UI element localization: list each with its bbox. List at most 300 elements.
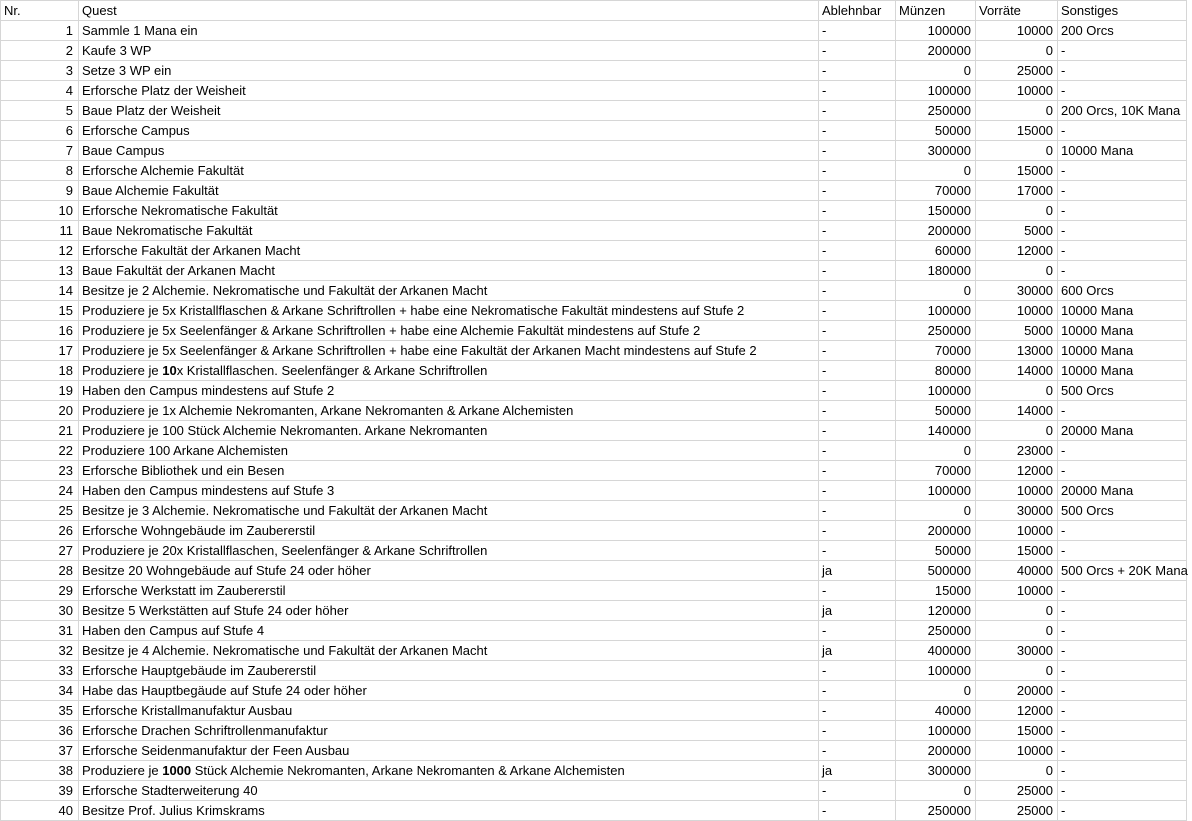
- table-row: [1, 181, 1187, 201]
- cell-other[interactable]: -: [1058, 221, 1187, 241]
- cell-supplies[interactable]: 30000: [976, 281, 1058, 301]
- cell-declinable[interactable]: -: [819, 701, 896, 721]
- cell-coins[interactable]: 100000: [896, 21, 976, 41]
- cell-quest-text[interactable]: [79, 681, 819, 701]
- quest-text-segment: Besitze je 4 Alchemie. Nekromatische und Fakultät der Arkanen Macht: [82, 643, 488, 658]
- cell-quest-number[interactable]: 25: [1, 501, 79, 521]
- cell-supplies[interactable]: 14000: [976, 361, 1058, 381]
- table-row: [1, 361, 1187, 381]
- table-row: [1, 121, 1187, 141]
- cell-supplies[interactable]: 5000: [976, 221, 1058, 241]
- cell-supplies[interactable]: 0: [976, 761, 1058, 781]
- cell-quest-number[interactable]: 12: [1, 241, 79, 261]
- cell-quest-number[interactable]: 31: [1, 621, 79, 641]
- cell-quest-number[interactable]: 24: [1, 481, 79, 501]
- cell-supplies[interactable]: 0: [976, 201, 1058, 221]
- table-row: [1, 461, 1187, 481]
- cell-coins[interactable]: 0: [896, 281, 976, 301]
- cell-other[interactable]: -: [1058, 161, 1187, 181]
- quest-text-segment: Erforsche Nekromatische Fakultät: [82, 203, 278, 218]
- cell-other[interactable]: 10000 Mana: [1058, 321, 1187, 341]
- table-row: [1, 561, 1187, 581]
- cell-coins[interactable]: 140000: [896, 421, 976, 441]
- quest-text-segment: Produziere je 1x Alchemie Nekromanten, Arkane Nekromanten & Arkane Alchemisten: [82, 403, 574, 418]
- cell-coins[interactable]: 250000: [896, 321, 976, 341]
- cell-quest-number[interactable]: 38: [1, 761, 79, 781]
- cell-declinable[interactable]: -: [819, 741, 896, 761]
- cell-supplies[interactable]: 30000: [976, 641, 1058, 661]
- cell-declinable[interactable]: -: [819, 121, 896, 141]
- table-row: [1, 201, 1187, 221]
- cell-supplies[interactable]: 0: [976, 261, 1058, 281]
- cell-quest-text[interactable]: [79, 461, 819, 481]
- table-row: [1, 301, 1187, 321]
- cell-supplies[interactable]: 15000: [976, 161, 1058, 181]
- cell-quest-text[interactable]: [79, 41, 819, 61]
- cell-declinable[interactable]: -: [819, 41, 896, 61]
- cell-quest-number[interactable]: 20: [1, 401, 79, 421]
- cell-coins[interactable]: 40000: [896, 701, 976, 721]
- quest-text-segment: Besitze je 2 Alchemie. Nekromatische und Fakultät der Arkanen Macht: [82, 283, 488, 298]
- cell-quest-number[interactable]: 26: [1, 521, 79, 541]
- cell-declinable[interactable]: -: [819, 381, 896, 401]
- cell-coins[interactable]: 50000: [896, 541, 976, 561]
- cell-supplies[interactable]: 23000: [976, 441, 1058, 461]
- quest-text-segment: Besitze Prof. Julius Krimskrams: [82, 803, 265, 818]
- quest-text-segment: Erforsche Platz der Weisheit: [82, 83, 246, 98]
- cell-quest-number[interactable]: 19: [1, 381, 79, 401]
- cell-supplies[interactable]: 12000: [976, 461, 1058, 481]
- cell-quest-number[interactable]: 28: [1, 561, 79, 581]
- cell-quest-text[interactable]: [79, 441, 819, 461]
- cell-declinable[interactable]: -: [819, 181, 896, 201]
- quest-text-segment: Erforsche Bibliothek und ein Besen: [82, 463, 285, 478]
- cell-other[interactable]: -: [1058, 261, 1187, 281]
- table-row: [1, 661, 1187, 681]
- cell-other[interactable]: -: [1058, 81, 1187, 101]
- cell-quest-number[interactable]: 21: [1, 421, 79, 441]
- cell-quest-number[interactable]: 32: [1, 641, 79, 661]
- cell-other[interactable]: 10000 Mana: [1058, 341, 1187, 361]
- cell-declinable[interactable]: -: [819, 261, 896, 281]
- cell-quest-text[interactable]: [79, 21, 819, 41]
- cell-supplies[interactable]: 10000: [976, 521, 1058, 541]
- cell-coins[interactable]: 100000: [896, 381, 976, 401]
- header-quest[interactable]: Quest: [79, 1, 819, 21]
- cell-other[interactable]: -: [1058, 441, 1187, 461]
- cell-quest-text[interactable]: [79, 581, 819, 601]
- cell-quest-text[interactable]: [79, 401, 819, 421]
- cell-quest-text[interactable]: [79, 101, 819, 121]
- cell-other[interactable]: -: [1058, 401, 1187, 421]
- table-row: [1, 21, 1187, 41]
- cell-supplies[interactable]: 0: [976, 381, 1058, 401]
- cell-quest-text[interactable]: [79, 61, 819, 81]
- cell-supplies[interactable]: 15000: [976, 721, 1058, 741]
- quest-text-segment: Haben den Campus mindestens auf Stufe 2: [82, 383, 335, 398]
- cell-other[interactable]: -: [1058, 801, 1187, 821]
- cell-coins[interactable]: 80000: [896, 361, 976, 381]
- quest-text-segment: Setze 3 WP ein: [82, 63, 172, 78]
- cell-supplies[interactable]: 12000: [976, 701, 1058, 721]
- cell-coins[interactable]: 60000: [896, 241, 976, 261]
- cell-declinable[interactable]: -: [819, 441, 896, 461]
- cell-other[interactable]: -: [1058, 601, 1187, 621]
- cell-other[interactable]: 500 Orcs: [1058, 501, 1187, 521]
- cell-supplies[interactable]: 13000: [976, 341, 1058, 361]
- cell-quest-text[interactable]: [79, 361, 819, 381]
- cell-quest-text[interactable]: [79, 341, 819, 361]
- cell-coins[interactable]: 250000: [896, 101, 976, 121]
- cell-supplies[interactable]: 5000: [976, 321, 1058, 341]
- header-nr[interactable]: Nr.: [1, 1, 79, 21]
- cell-quest-number[interactable]: 39: [1, 781, 79, 801]
- cell-declinable[interactable]: -: [819, 281, 896, 301]
- cell-quest-text[interactable]: [79, 421, 819, 441]
- quest-text-segment: Stück Alchemie Nekromanten, Arkane Nekromanten & Arkane Alchemisten: [191, 763, 625, 778]
- cell-coins[interactable]: 0: [896, 501, 976, 521]
- cell-quest-text[interactable]: [79, 661, 819, 681]
- cell-supplies[interactable]: 20000: [976, 681, 1058, 701]
- cell-quest-number[interactable]: 23: [1, 461, 79, 481]
- cell-other[interactable]: -: [1058, 641, 1187, 661]
- cell-supplies[interactable]: 0: [976, 101, 1058, 121]
- cell-declinable[interactable]: -: [819, 521, 896, 541]
- cell-quest-text[interactable]: [79, 381, 819, 401]
- cell-quest-number[interactable]: 27: [1, 541, 79, 561]
- cell-declinable[interactable]: -: [819, 201, 896, 221]
- header-vorraete[interactable]: Vorräte: [976, 1, 1058, 21]
- cell-coins[interactable]: 200000: [896, 221, 976, 241]
- cell-quest-number[interactable]: 30: [1, 601, 79, 621]
- cell-other[interactable]: -: [1058, 761, 1187, 781]
- cell-other[interactable]: -: [1058, 61, 1187, 81]
- cell-coins[interactable]: 100000: [896, 661, 976, 681]
- cell-declinable[interactable]: ja: [819, 561, 896, 581]
- cell-coins[interactable]: 70000: [896, 461, 976, 481]
- table-row: [1, 101, 1187, 121]
- cell-declinable[interactable]: ja: [819, 641, 896, 661]
- cell-declinable[interactable]: ja: [819, 601, 896, 621]
- cell-declinable[interactable]: -: [819, 321, 896, 341]
- cell-other[interactable]: -: [1058, 581, 1187, 601]
- cell-declinable[interactable]: -: [819, 661, 896, 681]
- cell-quest-number[interactable]: 2: [1, 41, 79, 61]
- cell-other[interactable]: -: [1058, 541, 1187, 561]
- table-row: [1, 401, 1187, 421]
- cell-coins[interactable]: 150000: [896, 201, 976, 221]
- quest-text-segment: Sammle 1 Mana ein: [82, 23, 198, 38]
- cell-coins[interactable]: 100000: [896, 81, 976, 101]
- cell-coins[interactable]: 0: [896, 781, 976, 801]
- cell-coins[interactable]: 250000: [896, 621, 976, 641]
- table-row: [1, 621, 1187, 641]
- cell-coins[interactable]: 500000: [896, 561, 976, 581]
- cell-supplies[interactable]: 25000: [976, 781, 1058, 801]
- cell-coins[interactable]: 70000: [896, 341, 976, 361]
- quest-text-segment: Erforsche Fakultät der Arkanen Macht: [82, 243, 301, 258]
- cell-other[interactable]: -: [1058, 721, 1187, 741]
- table-row: [1, 761, 1187, 781]
- cell-quest-number[interactable]: 4: [1, 81, 79, 101]
- cell-declinable[interactable]: -: [819, 241, 896, 261]
- cell-declinable[interactable]: -: [819, 141, 896, 161]
- cell-declinable[interactable]: -: [819, 401, 896, 421]
- cell-declinable[interactable]: -: [819, 361, 896, 381]
- cell-quest-text[interactable]: [79, 161, 819, 181]
- cell-declinable[interactable]: -: [819, 621, 896, 641]
- cell-coins[interactable]: 120000: [896, 601, 976, 621]
- cell-coins[interactable]: 0: [896, 441, 976, 461]
- cell-quest-text[interactable]: [79, 261, 819, 281]
- cell-quest-text[interactable]: [79, 481, 819, 501]
- cell-other[interactable]: -: [1058, 181, 1187, 201]
- cell-other[interactable]: -: [1058, 241, 1187, 261]
- cell-quest-number[interactable]: 40: [1, 801, 79, 821]
- cell-quest-text[interactable]: [79, 761, 819, 781]
- cell-supplies[interactable]: 15000: [976, 121, 1058, 141]
- cell-quest-text[interactable]: [79, 201, 819, 221]
- cell-quest-number[interactable]: 15: [1, 301, 79, 321]
- cell-quest-number[interactable]: 14: [1, 281, 79, 301]
- cell-declinable[interactable]: -: [819, 541, 896, 561]
- cell-quest-number[interactable]: 22: [1, 441, 79, 461]
- cell-quest-number[interactable]: 11: [1, 221, 79, 241]
- cell-quest-number[interactable]: 13: [1, 261, 79, 281]
- header-sonstiges[interactable]: Sonstiges: [1058, 1, 1187, 21]
- cell-other[interactable]: -: [1058, 521, 1187, 541]
- cell-quest-text[interactable]: [79, 541, 819, 561]
- cell-declinable[interactable]: -: [819, 501, 896, 521]
- cell-supplies[interactable]: 10000: [976, 581, 1058, 601]
- cell-other[interactable]: -: [1058, 41, 1187, 61]
- cell-other[interactable]: 20000 Mana: [1058, 481, 1187, 501]
- cell-supplies[interactable]: 10000: [976, 741, 1058, 761]
- quest-text-segment: Produziere je 20x Kristallflaschen, Seelenfänger & Arkane Schriftrollen: [82, 543, 488, 558]
- table-body: [1, 21, 1187, 821]
- table-row: [1, 441, 1187, 461]
- cell-other[interactable]: 200 Orcs: [1058, 21, 1187, 41]
- table-row: [1, 721, 1187, 741]
- cell-other[interactable]: -: [1058, 681, 1187, 701]
- cell-quest-text[interactable]: [79, 721, 819, 741]
- table-row: [1, 681, 1187, 701]
- cell-other[interactable]: -: [1058, 121, 1187, 141]
- table-row: [1, 241, 1187, 261]
- quest-text-segment: Besitze 20 Wohngebäude auf Stufe 24 oder höher: [82, 563, 371, 578]
- cell-declinable[interactable]: -: [819, 21, 896, 41]
- table-row: [1, 581, 1187, 601]
- cell-supplies[interactable]: 17000: [976, 181, 1058, 201]
- cell-coins[interactable]: 0: [896, 61, 976, 81]
- cell-other[interactable]: -: [1058, 201, 1187, 221]
- quest-text-segment: Produziere je 5x Seelenfänger & Arkane Schriftrollen + habe eine Alchemie Fakultät mindestens auf Stufe 2: [82, 323, 701, 338]
- cell-quest-text[interactable]: [79, 701, 819, 721]
- cell-quest-number[interactable]: 18: [1, 361, 79, 381]
- cell-declinable[interactable]: -: [819, 461, 896, 481]
- cell-coins[interactable]: 15000: [896, 581, 976, 601]
- cell-coins[interactable]: 300000: [896, 761, 976, 781]
- cell-coins[interactable]: 400000: [896, 641, 976, 661]
- cell-declinable[interactable]: -: [819, 341, 896, 361]
- cell-supplies[interactable]: 25000: [976, 61, 1058, 81]
- table-row: [1, 801, 1187, 821]
- cell-coins[interactable]: 50000: [896, 401, 976, 421]
- cell-supplies[interactable]: 14000: [976, 401, 1058, 421]
- cell-other[interactable]: 600 Orcs: [1058, 281, 1187, 301]
- cell-declinable[interactable]: -: [819, 681, 896, 701]
- cell-supplies[interactable]: 0: [976, 661, 1058, 681]
- cell-declinable[interactable]: -: [819, 161, 896, 181]
- cell-declinable[interactable]: -: [819, 801, 896, 821]
- header-ablehnbar[interactable]: Ablehnbar: [819, 1, 896, 21]
- cell-coins[interactable]: 250000: [896, 801, 976, 821]
- cell-coins[interactable]: 70000: [896, 181, 976, 201]
- cell-quest-text[interactable]: [79, 501, 819, 521]
- cell-quest-text[interactable]: [79, 241, 819, 261]
- cell-quest-text[interactable]: [79, 781, 819, 801]
- cell-coins[interactable]: 200000: [896, 741, 976, 761]
- cell-coins[interactable]: 100000: [896, 481, 976, 501]
- cell-declinable[interactable]: -: [819, 101, 896, 121]
- cell-quest-number[interactable]: 16: [1, 321, 79, 341]
- cell-supplies[interactable]: 15000: [976, 541, 1058, 561]
- cell-supplies[interactable]: 10000: [976, 481, 1058, 501]
- cell-quest-number[interactable]: 10: [1, 201, 79, 221]
- cell-quest-number[interactable]: 29: [1, 581, 79, 601]
- table-row: [1, 421, 1187, 441]
- cell-coins[interactable]: 0: [896, 161, 976, 181]
- quest-text-segment: Kaufe 3 WP: [82, 43, 152, 58]
- header-muenzen[interactable]: Münzen: [896, 1, 976, 21]
- cell-quest-number[interactable]: 6: [1, 121, 79, 141]
- quest-text-segment: Erforsche Seidenmanufaktur der Feen Ausbau: [82, 743, 350, 758]
- cell-coins[interactable]: 180000: [896, 261, 976, 281]
- cell-supplies[interactable]: 25000: [976, 801, 1058, 821]
- quest-text-segment: Produziere je: [82, 763, 163, 778]
- cell-quest-number[interactable]: 36: [1, 721, 79, 741]
- cell-other[interactable]: 10000 Mana: [1058, 301, 1187, 321]
- cell-supplies[interactable]: 10000: [976, 81, 1058, 101]
- table-row: [1, 161, 1187, 181]
- cell-other[interactable]: -: [1058, 701, 1187, 721]
- cell-quest-number[interactable]: 1: [1, 21, 79, 41]
- quest-text-segment: Baue Platz der Weisheit: [82, 103, 221, 118]
- cell-quest-number[interactable]: 37: [1, 741, 79, 761]
- cell-quest-text[interactable]: [79, 301, 819, 321]
- cell-quest-number[interactable]: 33: [1, 661, 79, 681]
- cell-other[interactable]: -: [1058, 781, 1187, 801]
- cell-quest-text[interactable]: [79, 641, 819, 661]
- cell-quest-text[interactable]: [79, 181, 819, 201]
- cell-quest-text[interactable]: [79, 321, 819, 341]
- cell-supplies[interactable]: 0: [976, 421, 1058, 441]
- cell-declinable[interactable]: -: [819, 781, 896, 801]
- cell-quest-number[interactable]: 17: [1, 341, 79, 361]
- cell-quest-number[interactable]: 3: [1, 61, 79, 81]
- cell-quest-text[interactable]: [79, 141, 819, 161]
- quest-text-segment: Habe das Hauptbegäude auf Stufe 24 oder höher: [82, 683, 367, 698]
- cell-coins[interactable]: 100000: [896, 301, 976, 321]
- cell-other[interactable]: 10000 Mana: [1058, 141, 1187, 161]
- quest-text-bold-segment: 1000: [162, 763, 192, 778]
- cell-quest-text[interactable]: [79, 741, 819, 761]
- cell-coins[interactable]: 200000: [896, 521, 976, 541]
- quest-text-segment: Produziere je 100 Stück Alchemie Nekromanten. Arkane Nekromanten: [82, 423, 488, 438]
- cell-supplies[interactable]: 0: [976, 621, 1058, 641]
- cell-other[interactable]: -: [1058, 461, 1187, 481]
- cell-coins[interactable]: 200000: [896, 41, 976, 61]
- table-row: [1, 221, 1187, 241]
- cell-quest-text[interactable]: [79, 621, 819, 641]
- cell-other[interactable]: 10000 Mana: [1058, 361, 1187, 381]
- cell-supplies[interactable]: 10000: [976, 21, 1058, 41]
- cell-other[interactable]: 20000 Mana: [1058, 421, 1187, 441]
- cell-quest-text[interactable]: [79, 81, 819, 101]
- cell-declinable[interactable]: -: [819, 581, 896, 601]
- table-row: [1, 41, 1187, 61]
- cell-quest-number[interactable]: 35: [1, 701, 79, 721]
- cell-quest-number[interactable]: 8: [1, 161, 79, 181]
- cell-quest-text[interactable]: [79, 801, 819, 821]
- quest-text-segment: Haben den Campus mindestens auf Stufe 3: [82, 483, 335, 498]
- cell-coins[interactable]: 50000: [896, 121, 976, 141]
- cell-coins[interactable]: 100000: [896, 721, 976, 741]
- cell-supplies[interactable]: 40000: [976, 561, 1058, 581]
- cell-supplies[interactable]: 0: [976, 41, 1058, 61]
- cell-other[interactable]: 500 Orcs: [1058, 381, 1187, 401]
- cell-coins[interactable]: 0: [896, 681, 976, 701]
- cell-quest-text[interactable]: [79, 601, 819, 621]
- cell-supplies[interactable]: 12000: [976, 241, 1058, 261]
- table-row: [1, 781, 1187, 801]
- cell-coins[interactable]: 300000: [896, 141, 976, 161]
- cell-declinable[interactable]: ja: [819, 761, 896, 781]
- cell-declinable[interactable]: -: [819, 221, 896, 241]
- cell-declinable[interactable]: -: [819, 81, 896, 101]
- cell-other[interactable]: 500 Orcs + 20K Mana: [1058, 561, 1187, 581]
- quest-text-bold-segment: 10: [162, 363, 177, 378]
- cell-other[interactable]: 200 Orcs, 10K Mana: [1058, 101, 1187, 121]
- table-row: [1, 541, 1187, 561]
- cell-other[interactable]: -: [1058, 661, 1187, 681]
- cell-supplies[interactable]: 0: [976, 601, 1058, 621]
- header-row: [1, 1, 1187, 21]
- quest-text-segment: Erforsche Stadterweiterung 40: [82, 783, 258, 798]
- cell-supplies[interactable]: 0: [976, 141, 1058, 161]
- cell-quest-text[interactable]: [79, 561, 819, 581]
- cell-declinable[interactable]: -: [819, 481, 896, 501]
- cell-quest-number[interactable]: 5: [1, 101, 79, 121]
- table-row: [1, 261, 1187, 281]
- cell-quest-number[interactable]: 34: [1, 681, 79, 701]
- cell-declinable[interactable]: -: [819, 61, 896, 81]
- cell-quest-number[interactable]: 7: [1, 141, 79, 161]
- cell-quest-text[interactable]: [79, 121, 819, 141]
- cell-quest-text[interactable]: [79, 521, 819, 541]
- quest-text-segment: x Kristallflaschen. Seelenfänger & Arkane Schriftrollen: [176, 363, 488, 378]
- cell-other[interactable]: -: [1058, 621, 1187, 641]
- cell-quest-text[interactable]: [79, 221, 819, 241]
- cell-declinable[interactable]: -: [819, 301, 896, 321]
- cell-other[interactable]: -: [1058, 741, 1187, 761]
- cell-declinable[interactable]: -: [819, 721, 896, 741]
- cell-supplies[interactable]: 10000: [976, 301, 1058, 321]
- cell-declinable[interactable]: -: [819, 421, 896, 441]
- cell-quest-text[interactable]: [79, 281, 819, 301]
- cell-quest-number[interactable]: 9: [1, 181, 79, 201]
- cell-supplies[interactable]: 30000: [976, 501, 1058, 521]
